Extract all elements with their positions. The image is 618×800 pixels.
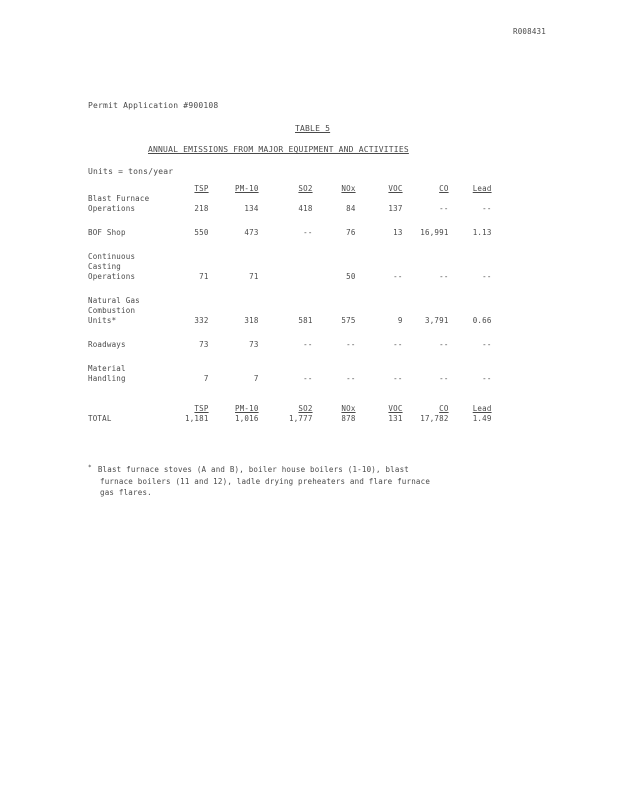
col-header-nox: NOx (341, 184, 356, 193)
cell-voc: -- (393, 340, 403, 349)
table-header-row (88, 184, 492, 194)
cell-lead: -- (482, 204, 492, 213)
row-label: Material Handling (88, 364, 126, 383)
cell-nox: 84 (346, 204, 356, 213)
col-header-so2: SO2 (298, 184, 313, 193)
units-line: Units = tons/year (88, 167, 174, 176)
total-tsp: 1,181 (185, 414, 209, 423)
cell-pm10: 134 (244, 204, 259, 213)
total-co: 17,782 (420, 414, 449, 423)
emissions-table (88, 184, 492, 424)
table-row-total (88, 414, 492, 424)
cell-lead: -- (482, 272, 492, 281)
col-header-nox: NOx (341, 404, 356, 413)
cell-tsp: 73 (199, 340, 209, 349)
table-row-blast-furnace (88, 194, 492, 214)
cell-tsp: 71 (199, 272, 209, 281)
cell-voc: -- (393, 374, 403, 383)
cell-lead: 0.66 (472, 316, 492, 325)
cell-pm10: 73 (249, 340, 259, 349)
table-subtitle: ANNUAL EMISSIONS FROM MAJOR EQUIPMENT AND ACTIVITIES (148, 145, 409, 154)
col-header-co: CO (439, 404, 449, 413)
cell-nox: -- (346, 374, 356, 383)
cell-pm10: 7 (253, 374, 259, 383)
header-label-cell (88, 404, 185, 414)
total-header-row (88, 404, 492, 414)
footnote-line: Blast furnace stoves (A and B), boiler house boilers (1-10), blast (97, 465, 410, 474)
col-header-lead: Lead (472, 184, 492, 193)
cell-pm10: 473 (244, 228, 259, 237)
footnote (88, 464, 430, 498)
table-row-roadways (88, 340, 492, 350)
table-row-bof-shop (88, 228, 492, 238)
cell-voc: 9 (397, 316, 403, 325)
cell-tsp: 550 (194, 228, 209, 237)
table-row-continuous-casting (88, 252, 492, 282)
cell-co: -- (439, 272, 449, 281)
cell-tsp: 7 (203, 374, 209, 383)
row-label: Natural Gas Combustion Units* (88, 296, 140, 325)
table-title: TABLE 5 (295, 124, 331, 133)
cell-so2: 581 (298, 316, 313, 325)
total-label: TOTAL (88, 414, 112, 423)
col-header-so2: SO2 (298, 404, 313, 413)
cell-co: -- (439, 204, 449, 213)
col-header-tsp: TSP (194, 404, 209, 413)
col-header-pm10: PM-10 (235, 404, 259, 413)
footnote-line: furnace boilers (11 and 12), ladle drying preheaters and flare furnace (100, 477, 431, 486)
cell-pm10: 71 (249, 272, 259, 281)
cell-so2 (259, 252, 313, 282)
cell-voc: 137 (388, 204, 403, 213)
cell-co: -- (439, 374, 449, 383)
cell-nox: -- (346, 340, 356, 349)
col-header-co: CO (439, 184, 449, 193)
total-pm10: 1,016 (235, 414, 259, 423)
cell-co: 16,991 (420, 228, 449, 237)
total-voc: 131 (388, 414, 403, 423)
cell-tsp: 218 (194, 204, 209, 213)
row-label: BOF Shop (88, 228, 126, 237)
cell-so2: -- (303, 374, 313, 383)
cell-so2: 418 (298, 204, 313, 213)
cell-lead: 1.13 (472, 228, 492, 237)
cell-nox: 575 (341, 316, 356, 325)
table-row-natural-gas (88, 296, 492, 326)
table-row-material-handling (88, 364, 492, 384)
row-label: Continuous Casting Operations (88, 252, 136, 281)
row-label: Roadways (88, 340, 126, 349)
cell-pm10: 318 (244, 316, 259, 325)
permit-application-line: Permit Application #900108 (88, 101, 219, 110)
cell-tsp: 332 (194, 316, 209, 325)
total-nox: 878 (341, 414, 356, 423)
cell-lead: -- (482, 374, 492, 383)
footnote-line: gas flares. (100, 488, 152, 497)
row-label: Blast Furnace Operations (88, 194, 150, 213)
cell-nox: 76 (346, 228, 356, 237)
document-id: R008431 (512, 27, 546, 36)
cell-lead: -- (482, 340, 492, 349)
cell-so2: -- (303, 340, 313, 349)
header-label-cell (88, 184, 185, 194)
col-header-voc: VOC (388, 184, 403, 193)
cell-voc: 13 (393, 228, 403, 237)
cell-co: 3,791 (425, 316, 449, 325)
total-so2: 1,777 (289, 414, 313, 423)
cell-so2: -- (303, 228, 313, 237)
cell-voc: -- (393, 272, 403, 281)
col-header-voc: VOC (388, 404, 403, 413)
col-header-tsp: TSP (194, 184, 209, 193)
footnote-marker: * (88, 464, 92, 471)
total-lead: 1.49 (472, 414, 492, 423)
col-header-pm10: PM-10 (235, 184, 259, 193)
cell-nox: 50 (346, 272, 356, 281)
col-header-lead: Lead (472, 404, 492, 413)
cell-co: -- (439, 340, 449, 349)
